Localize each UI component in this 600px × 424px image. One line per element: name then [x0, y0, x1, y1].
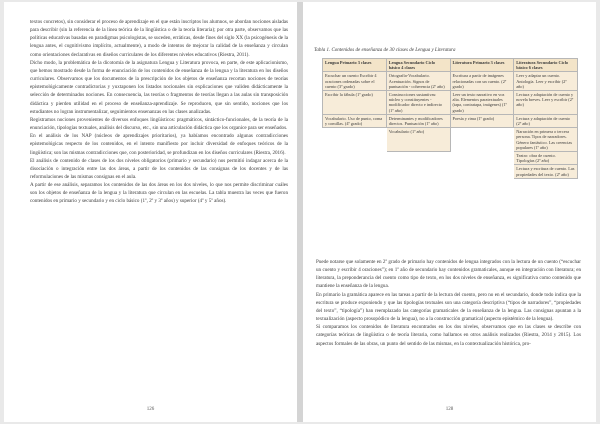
- table-caption: Tabla 1. Contenidos de enseñanza de 30 clases de Lengua y Literatura: [314, 48, 456, 53]
- table-cell: Leer y adaptar un cuento. Antología. Leer y escribir (2º año): [514, 72, 578, 91]
- table-cell: Escribir la fábula (1º grado): [323, 91, 387, 115]
- left-page: [4, 2, 297, 422]
- table-cell: Lectura y escritura de cuento. Las propiedades del texto. (2º año): [514, 165, 578, 178]
- table-header-row: [323, 59, 578, 72]
- table-row: [323, 152, 578, 165]
- table-cell: Vocabulario (1º año): [386, 128, 450, 152]
- table-cell-empty: [450, 152, 514, 165]
- table-cell-empty: [450, 128, 514, 152]
- paragraph: En primario la gramática aparece en las tareas a partir de la lectura del cuento, pero no en el secundario, donde todo indica que la escritura se produce exponiendo y que las tipologías textuales son una categoría descriptiva (“tipos de narradores”, “propiedades del texto”, “tipología”) han reemplazado las categorías gramaticales de la enseñanza de la lengua. Las consignas apuntan a la textualización (aspecto prosopódico de la lengua), no a la construcción gramatical (aspecto epistémico de la lengua).: [316, 291, 581, 323]
- paragraph: Puede notarse que solamente en 2º grado de primario hay contenidos de lengua integrados con la lectura de un cuento (“escuchar un cuento y escribir 4 oraciones”); en 1º año de secundario hay contenidos gramaticales, aunque en integración con literatura; en literatura, la preponderancia del cuento como tipo de texto, en los dos niveles de enseñanza, es significativa como contenido que mantiene la enseñanza de la lengua.: [316, 259, 581, 290]
- table-cell-empty: [386, 152, 450, 165]
- right-page: [303, 2, 596, 422]
- table-row: [323, 114, 578, 127]
- paragraph: Dicho modo, la problemática de la dicotomía de la asignatura Lengua y Literatura provoca, en parte, de este aplicacionismo, que hemos mostrado desde la forma de enunciación de los contenidos de enseñanza de la lengua y la literatura en los diseños curriculares. Observamos que los documentos de la prescripción de los objetos de enseñanza recortan nociones de teorías epistemológicamente contradictorias y yuxtaponen los listados nocionales sin explicaciones que validen didácticamente la selección de determinados nociones. En consecuencia, las teorías o fragmentos de teorías llegan a las aulas sin transposición didáctica y pierden utilidad en el proceso de enseñanza-aprendizaje. Se reproducen, que sin sentido, nociones que los estudiantes no logran instrumentalizar, seguimientos ensenanzas en las clases analizadas.: [30, 59, 288, 115]
- table-header-cell: Lengua Primario 3 clases: [323, 59, 387, 72]
- table-cell-empty: [386, 165, 450, 178]
- paragraph: El análisis de contenido de clases de los dos niveles obligatorios (primario y secundario) nos permitió indagar acerca de la disociación o integración entre las dos áreas, a partir de los contenidos de las consignas de los docentes y de las reformulaciones de las mismas consignas en el aula.: [30, 157, 288, 180]
- contents-table: [322, 58, 578, 179]
- page-number: 128: [445, 407, 454, 412]
- table-cell-empty: [323, 128, 387, 152]
- table-cell: Determinantes y modificadores directos. Puntuación (1º año): [386, 114, 450, 127]
- table-cell-empty: [323, 165, 387, 178]
- table-header-cell: Literatura Secundario Ciclo básico 6 clases: [514, 59, 578, 72]
- paragraph: textos concretos), sin considerar el proceso de aprendizaje en el que están inscriptos los alumnos, se abordan nociones aisladas para describir (sin la referencia de la línea teórica de la lingüística o de la teoría literaria); por otra parte, observamos que las políticas educativas basadas en paradigmas psicologistas, se suceden, erráticas, desde fines del siglo XX (la psicogénesis de la lengua antes, el cognitivismo implícito, actualmente), a modo de intentos de mejorar la calidad de la enseñanza y circulan como orientaciones declarativas en diseños curriculares de los diferentes niveles educativos (Riestra, 2011).: [30, 19, 289, 58]
- table-cell: Escuchar un cuento Escribir 4 oraciones ordenadas sobre el cuento (3º grado): [323, 72, 387, 91]
- paragraph: Registramos nociones provenientes de diversos enfoques lingüísticos: pragmáticos, sintáctico-funcionales, de la teoría de la enunciación, tipologías textuales, análisis del discurso, etc., sin una articulación didáctica que los organice para ser enseñados.: [30, 116, 288, 132]
- table-cell: Poesía y rima (1º grado): [450, 114, 514, 127]
- page-number: 126: [146, 407, 155, 412]
- table-cell-empty: [450, 165, 514, 178]
- table-row: [323, 165, 578, 178]
- table-cell: Vocabulario. Uso de punto, coma y comillas. (4º grado): [323, 114, 387, 127]
- table-cell: Escritura a partir de imágenes relacionadas con un cuento. (2º grado): [450, 72, 514, 91]
- table-header-cell: Lengua Secundario Ciclo básico 4 clases: [386, 59, 450, 72]
- table-header-cell: Literatura Primario 3 clases: [450, 59, 514, 72]
- table-cell: Lectura y adaptación de cuento (2º año): [514, 114, 578, 127]
- table-cell: Ortografía-Vocabulario. Acentuación. Signos de puntuación - coherencia (2º año): [386, 72, 450, 91]
- left-page-text: [30, 18, 288, 206]
- table-cell: Narración en primera o tercera persona. Tipos de narradores. Género fantástico. Las creencias populares (1º año): [514, 128, 578, 152]
- paragraph: Si comparamos los contenidos de literatura encontrados en los dos niveles, observamos que en las clases se describe con categorías teóricas de lingüística o de teoría literaria, como hallamos en otros análisis realizados (Riestra, 2014 y 2015). Los aspectos formales de las obras, un punto del sentido de las mismas, en la contextualización histórica, pro-: [316, 324, 581, 347]
- table-row: [323, 128, 578, 152]
- table-cell: Teatro: obra de cuento. Tipologías (2º año): [514, 152, 578, 165]
- table-row: [323, 72, 578, 91]
- table-cell: Construcciones sustantivas: núcleo y constituyentes - modificador directo e indirecto (1º año): [386, 91, 450, 115]
- right-page-text: [316, 258, 581, 348]
- paragraph: A partir de ese análisis, separamos los contenidos de las dos áreas en los dos niveles, lo que nos permite discriminar cuáles son los objetos de enseñanza de la lengua y la literatura que circulan en las escuelas. La tabla muestra las veces que fueron contenidos en primario y secundario y en ciclo básico (1º, 2º y 3º años) y superior (4º y 5º años).: [30, 182, 288, 205]
- table-cell-empty: [323, 152, 387, 165]
- paragraph: En el análisis de los NAP (núcleos de aprendizajes prioritarios), ya habíamos encontrado algunas contradicciones epistemológicas respecto de los contenidos, en el intento manifiesto por incluir diversidad de enfoques teóricos de la lingüística; son las mismas contradicciones que, con posterioridad, se profundizan en los diseños curriculares (Riestra, 2016).: [30, 133, 288, 156]
- table-cell: Leer un texto narrativo en voz alta. Elementos paratextuales (tapa, contratapa, imágenes) (1º grado): [450, 91, 514, 115]
- table-row: [323, 91, 578, 115]
- table-cell: Lectura y adaptación de cuento y novela breves. Leer y escribir (2º año): [514, 91, 578, 115]
